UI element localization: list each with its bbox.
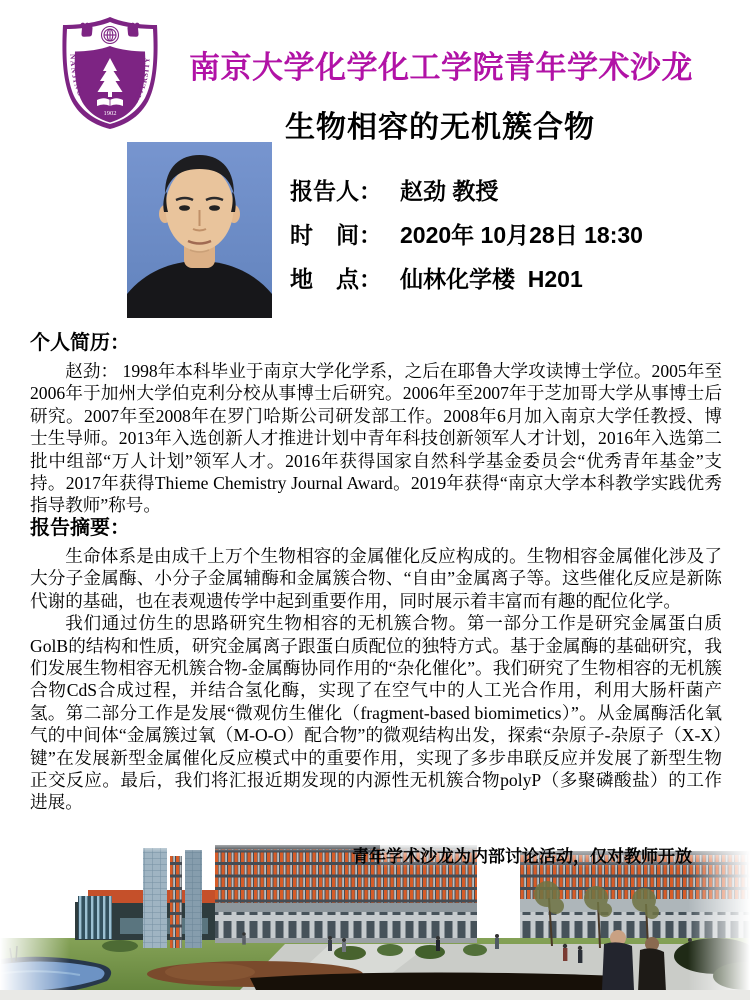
time-label: 时 间： bbox=[290, 221, 382, 248]
logo-text-nanjing: NANJING bbox=[68, 53, 87, 99]
location-label: 地 点： bbox=[290, 265, 382, 292]
location-value: 仙林化学楼 H201 bbox=[400, 265, 583, 292]
time-value: 2020年 10月28日 18:30 bbox=[400, 221, 643, 248]
talk-info bbox=[290, 167, 643, 299]
speaker-value: 赵劲 教授 bbox=[400, 177, 499, 204]
organization-title: 南京大学化学化工学院青年学术沙龙 bbox=[189, 50, 693, 85]
info-row-time bbox=[290, 211, 643, 255]
nanjing-university-logo-icon bbox=[60, 16, 160, 130]
talk-title: 生物相容的无机簇合物 bbox=[285, 111, 595, 144]
bio-heading: 个人简历： bbox=[30, 332, 130, 354]
emblem-icon bbox=[102, 27, 119, 44]
bio-section bbox=[30, 326, 722, 517]
abstract-paragraph-2: 我们通过仿生的思路研究生物相容的无机簇合物。第一部分工作是研究金属蛋白质GolB的结构和性质，研究金属离子跟蛋白质配位的独特方式。基于金属酶的基础研究，我们发展生物相容无机簇合物-金属酶协同作用的“杂化催化”。我们研究了生物相容的无机簇合物CdS合成过程，并结合氢化酶，实现了在空气中的人工光合作用，利用大肠杆菌产氢。第二部分工作是发展“微观仿生催化（fragment-based biomimetics）”。从金属酶活化氧气的中间体“金属簇过氧（M-O-O）配合物”的微观结构出发，探索“杂原子-杂原子（X-X）键”在发展新型金属催化反应模式中的重要作用，实现了多步串联反应并发展了新型生物正交反应。最后，我们将汇报近期发现的内源性无机簇合物polyP（多聚磷酸盐）的工作进展。 bbox=[30, 613, 722, 813]
abstract-heading: 报告摘要： bbox=[30, 517, 130, 539]
logo-year: 1902 bbox=[103, 110, 117, 117]
speaker-label: 报告人： bbox=[290, 177, 382, 204]
logo-text-university: UNIVERSITY bbox=[127, 56, 152, 110]
internal-note: 青年学术沙龙为内部讨论活动，仅对教师开放 bbox=[352, 847, 692, 866]
info-row-location bbox=[290, 255, 643, 299]
speaker-photo bbox=[127, 142, 272, 318]
abstract-section bbox=[30, 511, 722, 814]
bio-text: 赵劲： 1998年本科毕业于南京大学化学系，之后在耶鲁大学攻读博士学位。2005年至2006年于加州大学伯克利分校从事博士后研究。2006年至2007年于芝加哥大学从事博士后研究。2007年至2008年在罗门哈斯公司研发部工作。2008年6月加入南京大学任教授、博士生导师。2013年入选创新人才推进计划中青年科技创新领军人才计划，2016年入选第二批中组部“万人计划”领军人才。2016年获得国家自然科学基金委员会“优秀青年基金”支持。2017年获得Thieme Chemistry Journal Award。2019年获得“南京大学本科教学实践优秀指导教师”称号。 bbox=[30, 361, 722, 516]
abstract-paragraph-1: 生命体系是由成千上万个生物相容的金属催化反应构成的。生物相容金属催化涉及了大分子金属酶、小分子金属辅酶和金属簇合物、“自由”金属离子等。这些催化反应是新陈代谢的基础，也在表观遗传学中起到重要作用，同时展示着丰富而有趣的配位化学。 bbox=[30, 546, 722, 611]
info-row-speaker bbox=[290, 167, 643, 211]
